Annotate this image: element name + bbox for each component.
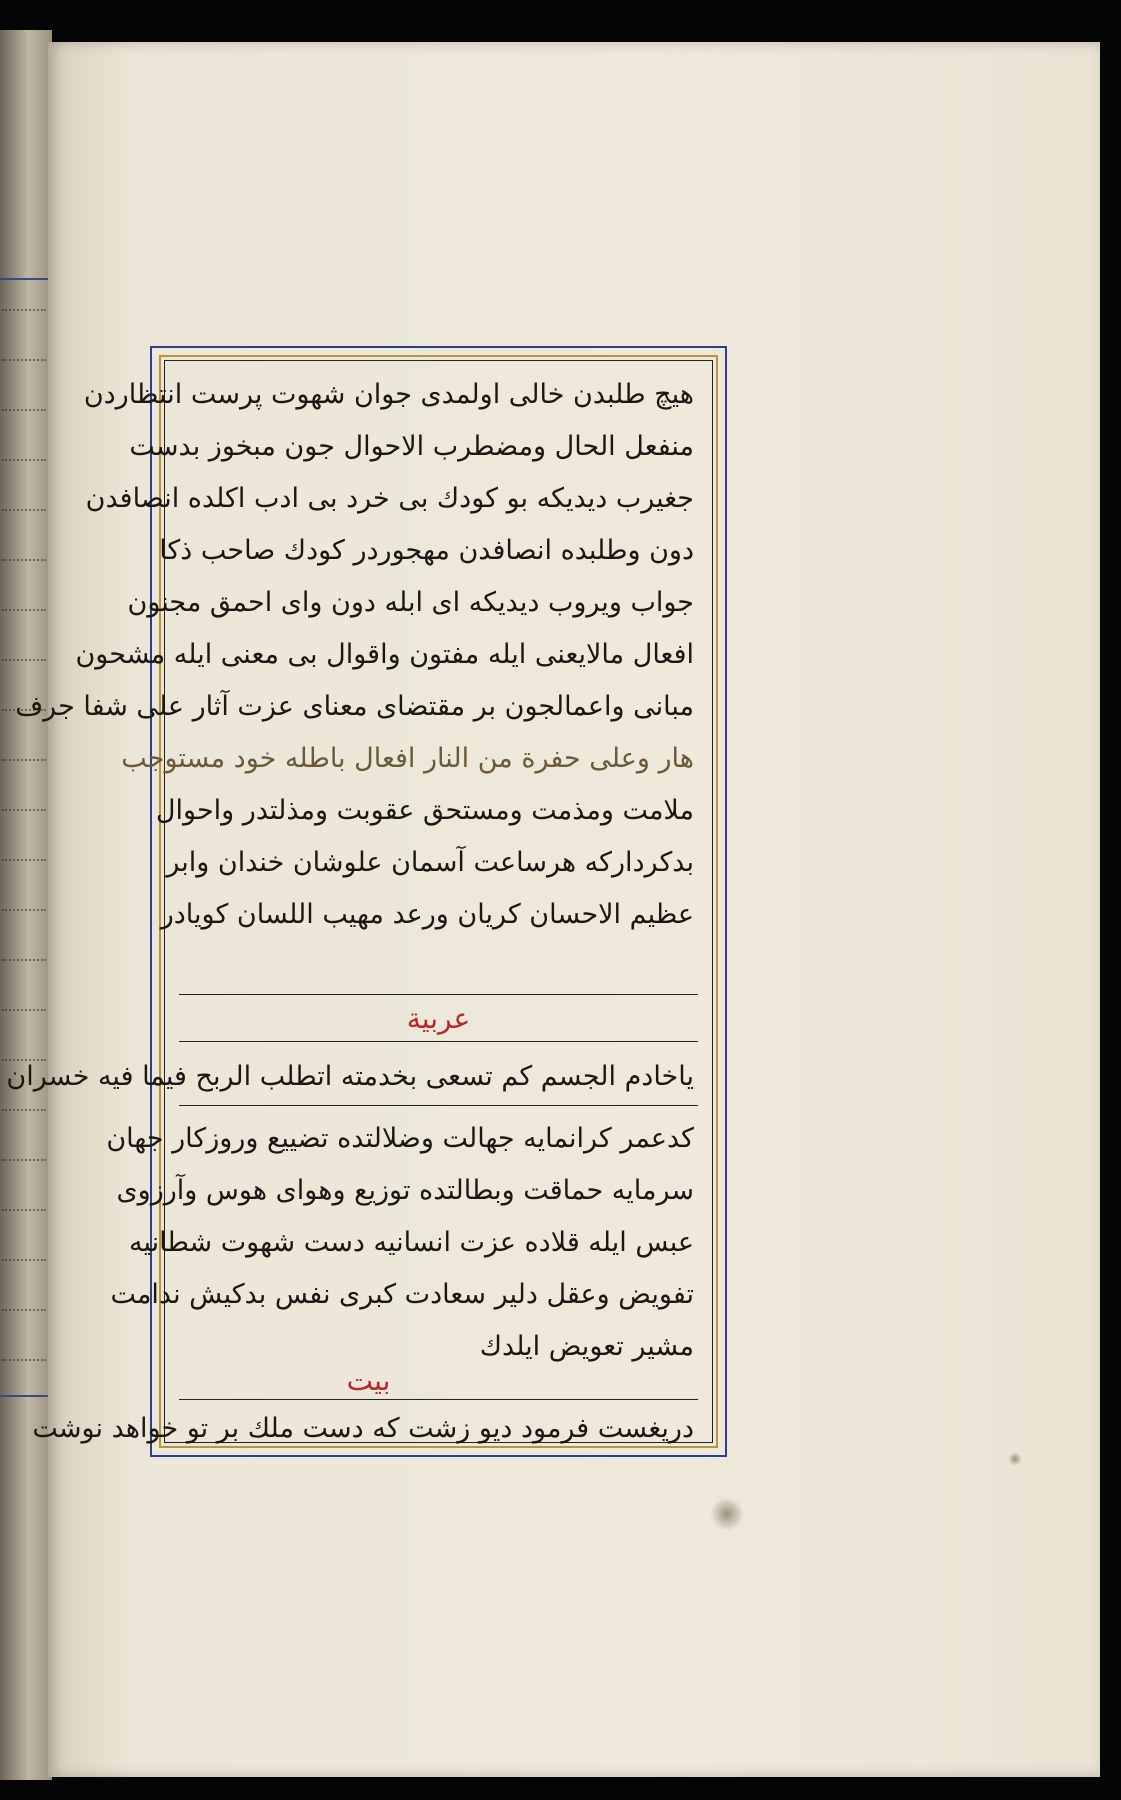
section-rule (179, 1105, 698, 1106)
text-line: بدکردارکه هرساعت آسمان علوشان خندان وابر (166, 847, 694, 878)
text-frame (6, 346, 727, 1457)
prose-block-2 (106, 1113, 694, 1373)
text-line: منفعل الحال ومضطرب الاحوال جون مبخوز بدست (129, 431, 694, 462)
section-rule (179, 1041, 698, 1042)
section-rule (179, 1399, 698, 1400)
section-heading-arabic: عربیة (406, 1002, 471, 1035)
text-line: مشیر تعویض ایلدك (479, 1331, 694, 1362)
text-line: کدعمر کرانمایه جهالت وضلالتده تضییع وروزکار جهان (106, 1123, 694, 1154)
text-line: سرمایه حماقت وبطالتده توزیع وهوای هوس وآرزوی (116, 1175, 694, 1206)
section-rule (179, 994, 698, 995)
manuscript-page (6, 42, 1100, 1777)
text-line: مبانی واعمالجون بر مقتضای معنای عزت آثار علی شفا جرف (15, 691, 694, 722)
text-line: افعال مالایعنی ایله مفتون واقوال بی معنی ایله مشحون (75, 639, 694, 670)
text-line: هار وعلی حفرة من النار افعال باطله خود مستوجب (121, 743, 694, 774)
facing-page-frame (0, 278, 51, 1397)
text-line: دون وطلبده انصافدن مهجوردر کودك صاحب ذکا (159, 535, 694, 566)
section-heading-beyt: بیت (346, 1364, 391, 1397)
text-line: ملامت ومذمت ومستحق عقوبت ومذلتدر واحوال (155, 795, 694, 826)
text-line: عبس ایله قلاده عزت انسانیه دست شهوت شطانیه (129, 1227, 694, 1258)
text-line: هیچ طلبدن خالی اولمدی جوان شهوت پرست انتظاردن (83, 379, 694, 410)
text-line: تفویض وعقل دلیر سعادت کبری نفس بدکیش ندامت (110, 1279, 694, 1310)
text-line: عظیم الاحسان کریان ورعد مهیب اللسان کویادر (160, 899, 694, 930)
paper-stain (710, 1497, 744, 1531)
verse-block-1 (6, 1051, 694, 1103)
paper-stain (1008, 1452, 1022, 1466)
text-line: جغیرب دیدیکه بو کودك بی خرد بی ادب اکلده انصافدن (85, 483, 694, 514)
text-line: جواب ویروب دیدیکه ای ابله دون وای احمق مجنون (127, 587, 694, 618)
verse-line: یاخادم الجسم کم تسعی بخدمته اتطلب الربح فیما فیه خسران (6, 1061, 694, 1092)
facing-page-edge (0, 30, 52, 1780)
verse-line: دریغست فرمود دیو زشت که دست ملك بر تو خواهد نوشت (32, 1413, 694, 1444)
verse-block-2 (32, 1403, 694, 1455)
prose-block-1 (15, 369, 694, 941)
